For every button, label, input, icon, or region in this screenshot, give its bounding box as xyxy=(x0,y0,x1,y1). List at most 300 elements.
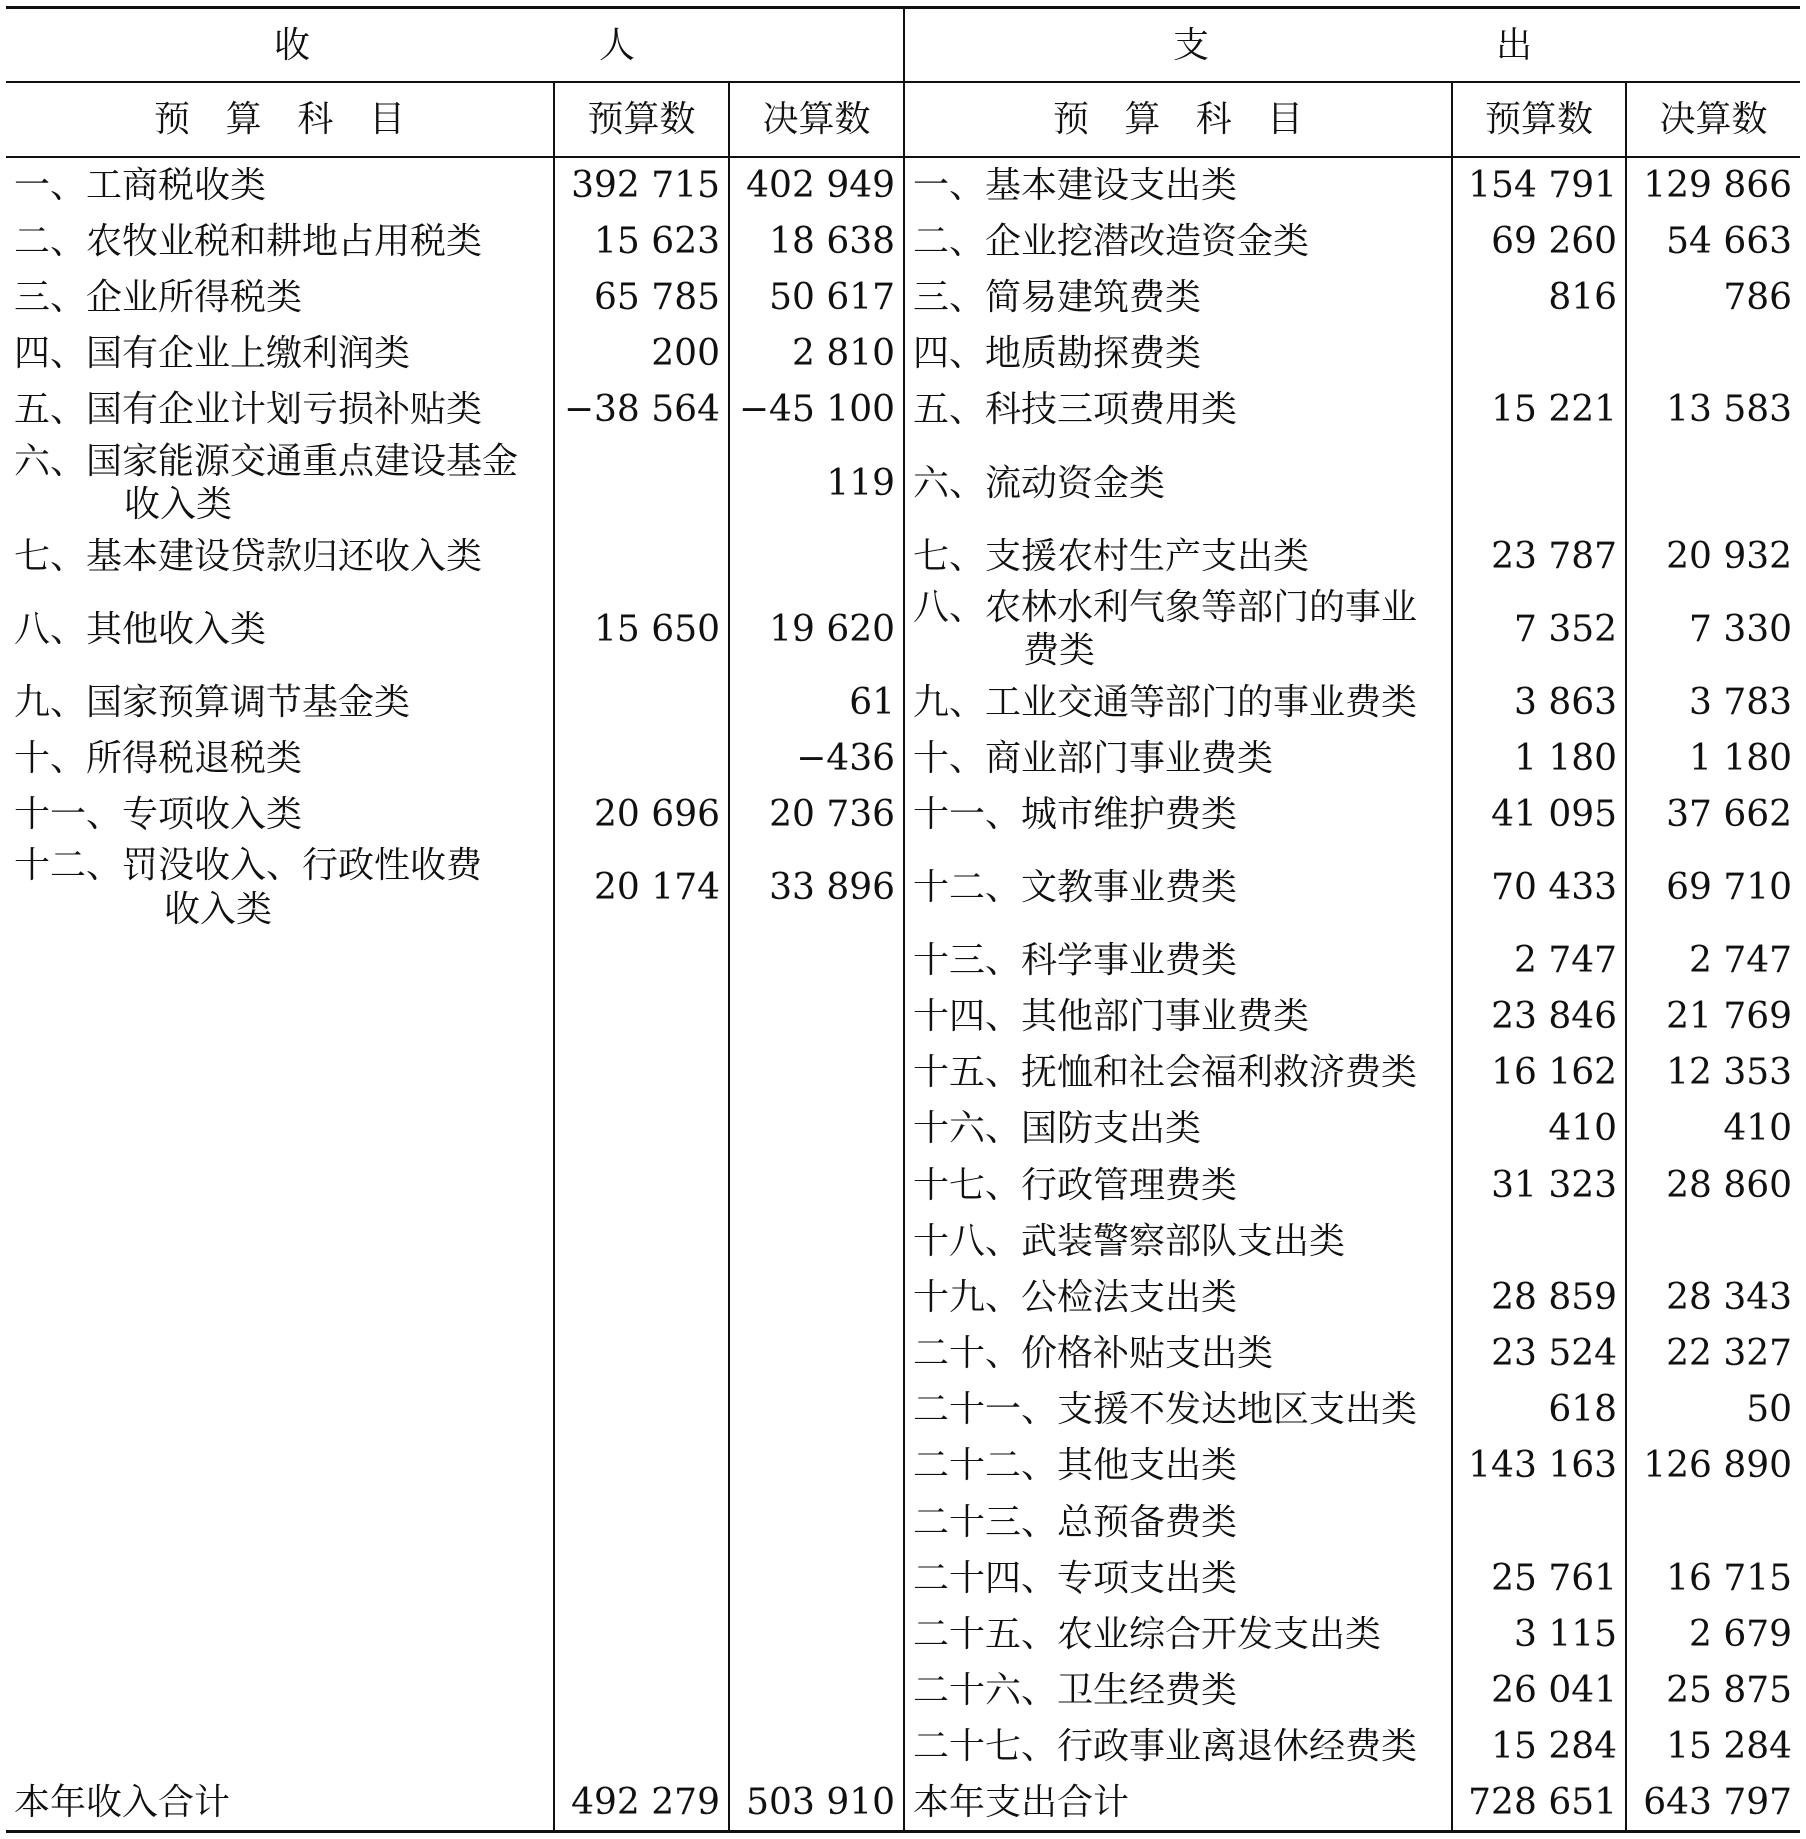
exp-item-ordinal: 二十六、 xyxy=(913,1670,1058,1712)
exp-budget-value: 23 787 xyxy=(1452,528,1626,584)
exp-subject-cell xyxy=(904,1157,1452,1213)
exp-final-value xyxy=(1626,326,1800,382)
exp-item-name: 行政管理费类 xyxy=(1021,1164,1238,1206)
income-final-value xyxy=(729,1269,904,1325)
exp-item-ordinal: 十三、 xyxy=(913,939,1022,981)
exp-item-ordinal: 十六、 xyxy=(913,1108,1022,1150)
exp-budget-value: 69 260 xyxy=(1452,213,1626,269)
income-item-ordinal: 十一、 xyxy=(14,793,123,835)
exp-subject-cell xyxy=(904,1663,1452,1719)
income-final-value xyxy=(729,1157,904,1213)
income-final-value xyxy=(729,1550,904,1606)
exp-final-value: 126 890 xyxy=(1643,1445,1793,1487)
exp-item-name: 抚恤和社会福利救济费类 xyxy=(1021,1052,1418,1094)
income-budget-value xyxy=(554,1045,729,1101)
income-final-value xyxy=(729,932,904,988)
income-subject-char-4: 目 xyxy=(368,99,405,141)
income-item-ordinal: 一、 xyxy=(14,165,87,207)
income-item-name: 企业所得税类 xyxy=(86,277,303,319)
exp-item-name: 价格补贴支出类 xyxy=(1021,1333,1274,1375)
exp-final-value: 2 747 xyxy=(1689,939,1793,981)
exp-subject-cell xyxy=(904,528,1452,584)
income-budget-value xyxy=(554,1326,729,1382)
income-item-name: 专项收入类 xyxy=(122,793,303,835)
income-item-name-continued: 收入类 xyxy=(124,484,233,526)
table-row xyxy=(6,528,1800,584)
table-row xyxy=(6,584,1800,674)
table-row xyxy=(6,843,1800,933)
exp-budget-value: 15 284 xyxy=(1452,1719,1626,1775)
income-budget-value: 392 715 xyxy=(554,157,729,213)
exp-subject-header xyxy=(904,82,1452,157)
exp-budget-value: 25 761 xyxy=(1452,1550,1626,1606)
income-final-value xyxy=(729,1719,904,1775)
income-final-value xyxy=(729,1326,904,1382)
income-final-value: 50 617 xyxy=(729,270,904,326)
exp-item-name: 卫生经费类 xyxy=(1057,1670,1238,1712)
exp-item-ordinal: 二、 xyxy=(913,220,986,262)
income-budget-value xyxy=(554,1157,729,1213)
exp-subject-cell xyxy=(904,213,1452,269)
exp-final-value: 20 932 xyxy=(1666,535,1793,577)
exp-item-ordinal: 二十五、 xyxy=(913,1613,1058,1655)
income-final-value: 2 810 xyxy=(729,326,904,382)
income-budget-value xyxy=(554,438,729,528)
income-budget-value xyxy=(554,932,729,988)
exp-final-value: 16 715 xyxy=(1666,1557,1793,1599)
exp-final-value: 37 662 xyxy=(1666,793,1793,835)
income-budget-value xyxy=(554,674,729,730)
exp-item-name: 商业部门事业费类 xyxy=(985,737,1274,779)
exp-item-ordinal: 六、 xyxy=(913,462,986,504)
income-final-value xyxy=(729,989,904,1045)
exp-item-ordinal: 十、 xyxy=(913,737,986,779)
table-row xyxy=(6,326,1800,382)
table-row xyxy=(6,1550,1800,1606)
income-final-header: 决算数 xyxy=(729,82,904,157)
exp-budget-value: 26 041 xyxy=(1452,1663,1626,1719)
exp-final-value: 25 875 xyxy=(1666,1670,1793,1712)
table-row xyxy=(6,438,1800,528)
exp-final-value: 21 769 xyxy=(1666,996,1793,1038)
exp-item-name: 支援农村生产支出类 xyxy=(985,535,1310,577)
exp-item-name: 其他支出类 xyxy=(1057,1445,1238,1487)
column-header-row xyxy=(6,82,1800,157)
exp-item-name: 武装警察部队支出类 xyxy=(1021,1220,1346,1262)
exp-final-value: 28 860 xyxy=(1666,1164,1793,1206)
exp-item-name: 文教事业费类 xyxy=(1021,866,1238,908)
exp-subject-cell xyxy=(904,1213,1452,1269)
exp-subject-char-3: 科 xyxy=(1195,99,1232,141)
exp-item-ordinal: 二十一、 xyxy=(913,1389,1058,1431)
income-budget-value xyxy=(554,1269,729,1325)
exp-subject-cell xyxy=(904,1550,1452,1606)
exp-budget-value: 2 747 xyxy=(1452,932,1626,988)
exp-budget-value: 618 xyxy=(1452,1382,1626,1438)
exp-final-value: 786 xyxy=(1723,277,1793,319)
exp-final-value: 69 710 xyxy=(1666,866,1793,908)
table-row xyxy=(6,786,1800,842)
income-final-value: 19 620 xyxy=(729,584,904,674)
income-item-name-continued: 收入类 xyxy=(164,888,273,930)
income-final-value: 61 xyxy=(729,674,904,730)
income-subject-cell xyxy=(6,674,554,730)
exp-item-ordinal: 十二、 xyxy=(913,866,1022,908)
exp-final-value: 3 783 xyxy=(1689,681,1793,723)
table-row xyxy=(6,270,1800,326)
income-item-ordinal: 九、 xyxy=(14,681,87,723)
table-row xyxy=(6,1663,1800,1719)
table-row xyxy=(6,1157,1800,1213)
income-item-name: 所得税退税类 xyxy=(86,737,303,779)
income-budget-value xyxy=(554,1438,729,1494)
income-final-value xyxy=(729,1438,904,1494)
exp-item-ordinal: 十一、 xyxy=(913,793,1022,835)
income-subject-cell xyxy=(6,326,554,382)
income-item-name: 农牧业税和耕地占用税类 xyxy=(86,220,483,262)
income-subject-cell xyxy=(6,1550,554,1606)
expenditure-section-title xyxy=(904,8,1800,83)
income-item-name: 国有企业上缴利润类 xyxy=(86,333,411,375)
table-row xyxy=(6,989,1800,1045)
exp-final-value: 15 284 xyxy=(1666,1726,1793,1768)
table-row xyxy=(6,157,1800,213)
income-final-value: 402 949 xyxy=(729,157,904,213)
exp-item-name-continued: 费类 xyxy=(1023,630,1096,672)
income-subject-cell xyxy=(6,1326,554,1382)
income-final-value: −45 100 xyxy=(729,382,904,438)
exp-subject-cell xyxy=(904,1607,1452,1663)
income-budget-value xyxy=(554,1101,729,1157)
exp-budget-value: 23 524 xyxy=(1452,1326,1626,1382)
exp-subject-cell xyxy=(904,1719,1452,1775)
income-subject-cell xyxy=(6,584,554,674)
income-item-ordinal: 四、 xyxy=(14,333,87,375)
income-item-ordinal: 六、 xyxy=(14,440,87,482)
exp-subject-cell xyxy=(904,1269,1452,1325)
exp-subject-cell xyxy=(904,674,1452,730)
income-item-name: 基本建设贷款归还收入类 xyxy=(86,535,483,577)
exp-title-char-1: 支 xyxy=(1173,24,1210,66)
exp-item-name: 行政事业离退休经费类 xyxy=(1057,1726,1418,1768)
exp-item-name: 简易建筑费类 xyxy=(985,277,1202,319)
income-title-char-2: 人 xyxy=(599,24,636,66)
exp-budget-value: 31 323 xyxy=(1452,1157,1626,1213)
exp-budget-header: 预算数 xyxy=(1452,82,1626,157)
exp-final-value: 7 330 xyxy=(1689,608,1793,650)
exp-item-name: 城市维护费类 xyxy=(1021,793,1238,835)
income-final-value: −436 xyxy=(729,730,904,786)
income-subject-header xyxy=(6,82,554,157)
income-title-char-1: 收 xyxy=(274,24,311,66)
exp-budget-value: 41 095 xyxy=(1452,786,1626,842)
exp-budget-value xyxy=(1452,326,1626,382)
income-final-value xyxy=(729,1607,904,1663)
income-item-ordinal: 三、 xyxy=(14,277,87,319)
income-final-value xyxy=(729,1101,904,1157)
exp-item-ordinal: 十五、 xyxy=(913,1052,1022,1094)
income-final-value: 18 638 xyxy=(729,213,904,269)
table-row xyxy=(6,382,1800,438)
exp-total-final: 643 797 xyxy=(1626,1775,1800,1831)
exp-item-ordinal: 十九、 xyxy=(913,1276,1022,1318)
exp-subject-cell xyxy=(904,730,1452,786)
income-final-value xyxy=(729,1663,904,1719)
exp-item-name: 工业交通等部门的事业费类 xyxy=(985,681,1418,723)
exp-item-ordinal: 五、 xyxy=(913,389,986,431)
table-row xyxy=(6,1382,1800,1438)
exp-item-ordinal: 九、 xyxy=(913,681,986,723)
income-subject-cell xyxy=(6,1719,554,1775)
exp-budget-value: 70 433 xyxy=(1452,843,1626,933)
income-item-ordinal: 五、 xyxy=(14,389,87,431)
income-subject-cell xyxy=(6,1607,554,1663)
exp-item-ordinal: 十四、 xyxy=(913,996,1022,1038)
table-row xyxy=(6,1494,1800,1550)
income-subject-cell xyxy=(6,1045,554,1101)
exp-item-ordinal: 八、 xyxy=(913,586,986,628)
income-item-name: 国家能源交通重点建设基金 xyxy=(86,440,519,482)
exp-budget-value: 154 791 xyxy=(1452,157,1626,213)
exp-subject-cell xyxy=(904,932,1452,988)
exp-budget-value: 15 221 xyxy=(1452,382,1626,438)
income-subject-cell xyxy=(6,438,554,528)
income-subject-cell xyxy=(6,1382,554,1438)
income-total-budget: 492 279 xyxy=(554,1775,729,1831)
table-row xyxy=(6,1045,1800,1101)
table-row xyxy=(6,1607,1800,1663)
exp-item-ordinal: 二十七、 xyxy=(913,1726,1058,1768)
table-row xyxy=(6,932,1800,988)
exp-subject-cell xyxy=(904,989,1452,1045)
exp-final-value xyxy=(1626,1494,1800,1550)
exp-final-value: 2 679 xyxy=(1689,1613,1793,1655)
income-item-ordinal: 十、 xyxy=(14,737,87,779)
exp-item-ordinal: 四、 xyxy=(913,333,986,375)
income-item-name: 其他收入类 xyxy=(86,608,267,650)
income-budget-value xyxy=(554,730,729,786)
exp-subject-cell xyxy=(904,1494,1452,1550)
exp-budget-value: 16 162 xyxy=(1452,1045,1626,1101)
income-final-value xyxy=(729,528,904,584)
income-subject-char-1: 预 xyxy=(154,99,191,141)
income-subject-cell xyxy=(6,213,554,269)
income-subject-cell xyxy=(6,1494,554,1550)
table-row xyxy=(6,1719,1800,1775)
exp-final-value: 22 327 xyxy=(1666,1333,1793,1375)
income-budget-value xyxy=(554,1494,729,1550)
exp-title-char-2: 出 xyxy=(1496,24,1533,66)
exp-budget-value xyxy=(1452,438,1626,528)
income-section-title xyxy=(6,8,904,83)
income-item-ordinal: 八、 xyxy=(14,608,87,650)
income-item-name: 工商税收类 xyxy=(86,165,267,207)
exp-budget-value: 3 863 xyxy=(1452,674,1626,730)
exp-subject-char-1: 预 xyxy=(1053,99,1090,141)
income-subject-cell xyxy=(6,528,554,584)
exp-final-value: 1 180 xyxy=(1689,737,1793,779)
exp-final-value: 28 343 xyxy=(1666,1276,1793,1318)
income-subject-cell xyxy=(6,843,554,933)
exp-item-name: 科技三项费用类 xyxy=(985,389,1238,431)
income-subject-cell xyxy=(6,1269,554,1325)
income-subject-cell xyxy=(6,932,554,988)
income-budget-value: 15 650 xyxy=(554,584,729,674)
totals-row xyxy=(6,1775,1800,1831)
exp-subject-char-2: 算 xyxy=(1124,99,1161,141)
exp-final-header: 决算数 xyxy=(1626,82,1800,157)
income-item-ordinal: 七、 xyxy=(14,535,87,577)
exp-item-ordinal: 十八、 xyxy=(913,1220,1022,1262)
income-item-ordinal: 十二、 xyxy=(14,845,123,887)
income-subject-cell xyxy=(6,270,554,326)
income-budget-value xyxy=(554,1719,729,1775)
income-budget-value: 65 785 xyxy=(554,270,729,326)
exp-subject-cell xyxy=(904,1045,1452,1101)
exp-subject-char-4: 目 xyxy=(1267,99,1304,141)
exp-subject-cell xyxy=(904,382,1452,438)
exp-item-ordinal: 二十二、 xyxy=(913,1445,1058,1487)
exp-final-value xyxy=(1626,1213,1800,1269)
income-subject-cell xyxy=(6,730,554,786)
income-final-value: 119 xyxy=(729,438,904,528)
table-row xyxy=(6,730,1800,786)
exp-item-name: 企业挖潜改造资金类 xyxy=(985,220,1310,262)
exp-item-name: 基本建设支出类 xyxy=(985,165,1238,207)
exp-subject-cell xyxy=(904,584,1452,674)
table-row xyxy=(6,1438,1800,1494)
exp-budget-value: 816 xyxy=(1452,270,1626,326)
exp-final-value: 410 xyxy=(1723,1108,1793,1150)
table-row xyxy=(6,1269,1800,1325)
exp-item-name: 农林水利气象等部门的事业 xyxy=(985,586,1418,628)
income-item-name: 罚没收入、行政性收费 xyxy=(122,845,483,887)
exp-item-ordinal: 十七、 xyxy=(913,1164,1022,1206)
income-budget-value: 15 623 xyxy=(554,213,729,269)
exp-item-ordinal: 三、 xyxy=(913,277,986,319)
exp-budget-value: 1 180 xyxy=(1452,730,1626,786)
exp-item-ordinal: 七、 xyxy=(913,535,986,577)
exp-budget-value xyxy=(1452,1213,1626,1269)
income-subject-char-3: 科 xyxy=(297,99,334,141)
section-header-row xyxy=(6,8,1800,83)
exp-item-name: 农业综合开发支出类 xyxy=(1057,1613,1382,1655)
exp-item-ordinal: 二十四、 xyxy=(913,1557,1058,1599)
exp-final-value: 12 353 xyxy=(1666,1052,1793,1094)
exp-final-value: 54 663 xyxy=(1666,220,1793,262)
exp-subject-cell xyxy=(904,270,1452,326)
income-budget-value: 20 696 xyxy=(554,786,729,842)
income-budget-value xyxy=(554,1213,729,1269)
income-subject-cell xyxy=(6,1213,554,1269)
table-row xyxy=(6,674,1800,730)
exp-final-value xyxy=(1626,438,1800,528)
budget-table xyxy=(6,6,1800,1833)
income-final-value xyxy=(729,1045,904,1101)
exp-item-name: 地质勘探费类 xyxy=(985,333,1202,375)
exp-subject-cell xyxy=(904,786,1452,842)
exp-subject-cell xyxy=(904,1101,1452,1157)
exp-total-label: 本年支出合计 xyxy=(904,1775,1452,1831)
exp-item-name: 支援不发达地区支出类 xyxy=(1057,1389,1418,1431)
exp-subject-cell xyxy=(904,326,1452,382)
income-final-value xyxy=(729,1494,904,1550)
income-budget-value xyxy=(554,1607,729,1663)
exp-item-ordinal: 二十、 xyxy=(913,1333,1022,1375)
exp-subject-cell xyxy=(904,843,1452,933)
exp-budget-value: 410 xyxy=(1452,1101,1626,1157)
exp-subject-cell xyxy=(904,1326,1452,1382)
exp-final-value: 50 xyxy=(1746,1389,1793,1431)
table-row xyxy=(6,1101,1800,1157)
exp-item-name: 流动资金类 xyxy=(985,462,1166,504)
exp-final-value: 13 583 xyxy=(1666,389,1793,431)
exp-item-name: 总预备费类 xyxy=(1057,1501,1238,1543)
table-row xyxy=(6,213,1800,269)
income-item-name: 国家预算调节基金类 xyxy=(86,681,411,723)
exp-item-name: 专项支出类 xyxy=(1057,1557,1238,1599)
income-budget-value xyxy=(554,1663,729,1719)
table-row xyxy=(6,1213,1800,1269)
income-budget-value xyxy=(554,989,729,1045)
exp-item-ordinal: 一、 xyxy=(913,165,986,207)
exp-budget-value: 3 115 xyxy=(1452,1607,1626,1663)
exp-item-name: 国防支出类 xyxy=(1021,1108,1202,1150)
exp-budget-value: 7 352 xyxy=(1452,584,1626,674)
income-budget-value: 200 xyxy=(554,326,729,382)
income-budget-value: 20 174 xyxy=(554,843,729,933)
income-total-final: 503 910 xyxy=(729,1775,904,1831)
exp-subject-cell xyxy=(904,1438,1452,1494)
exp-budget-value: 28 859 xyxy=(1452,1269,1626,1325)
income-item-name: 国有企业计划亏损补贴类 xyxy=(86,389,483,431)
exp-subject-cell xyxy=(904,438,1452,528)
income-budget-value: −38 564 xyxy=(554,382,729,438)
exp-subject-cell xyxy=(904,1382,1452,1438)
income-budget-value xyxy=(554,1550,729,1606)
income-subject-cell xyxy=(6,1157,554,1213)
exp-item-name: 公检法支出类 xyxy=(1021,1276,1238,1318)
income-subject-cell xyxy=(6,382,554,438)
income-final-value xyxy=(729,1382,904,1438)
exp-budget-value: 143 163 xyxy=(1452,1438,1626,1494)
exp-item-ordinal: 二十三、 xyxy=(913,1501,1058,1543)
exp-total-budget: 728 651 xyxy=(1452,1775,1626,1831)
income-subject-cell xyxy=(6,786,554,842)
income-budget-value xyxy=(554,1382,729,1438)
exp-subject-cell xyxy=(904,157,1452,213)
income-final-value: 20 736 xyxy=(729,786,904,842)
income-final-value: 33 896 xyxy=(729,843,904,933)
income-subject-cell xyxy=(6,1438,554,1494)
income-budget-value xyxy=(554,528,729,584)
exp-item-name: 其他部门事业费类 xyxy=(1021,996,1310,1038)
income-item-ordinal: 二、 xyxy=(14,220,87,262)
exp-item-name: 科学事业费类 xyxy=(1021,939,1238,981)
income-budget-header: 预算数 xyxy=(554,82,729,157)
income-subject-cell xyxy=(6,1663,554,1719)
table-row xyxy=(6,1326,1800,1382)
income-subject-cell xyxy=(6,157,554,213)
income-subject-cell xyxy=(6,989,554,1045)
income-subject-cell xyxy=(6,1101,554,1157)
exp-budget-value: 23 846 xyxy=(1452,989,1626,1045)
exp-budget-value xyxy=(1452,1494,1626,1550)
income-subject-char-2: 算 xyxy=(225,99,262,141)
income-final-value xyxy=(729,1213,904,1269)
income-total-label: 本年收入合计 xyxy=(6,1775,554,1831)
exp-final-value: 129 866 xyxy=(1643,165,1793,207)
